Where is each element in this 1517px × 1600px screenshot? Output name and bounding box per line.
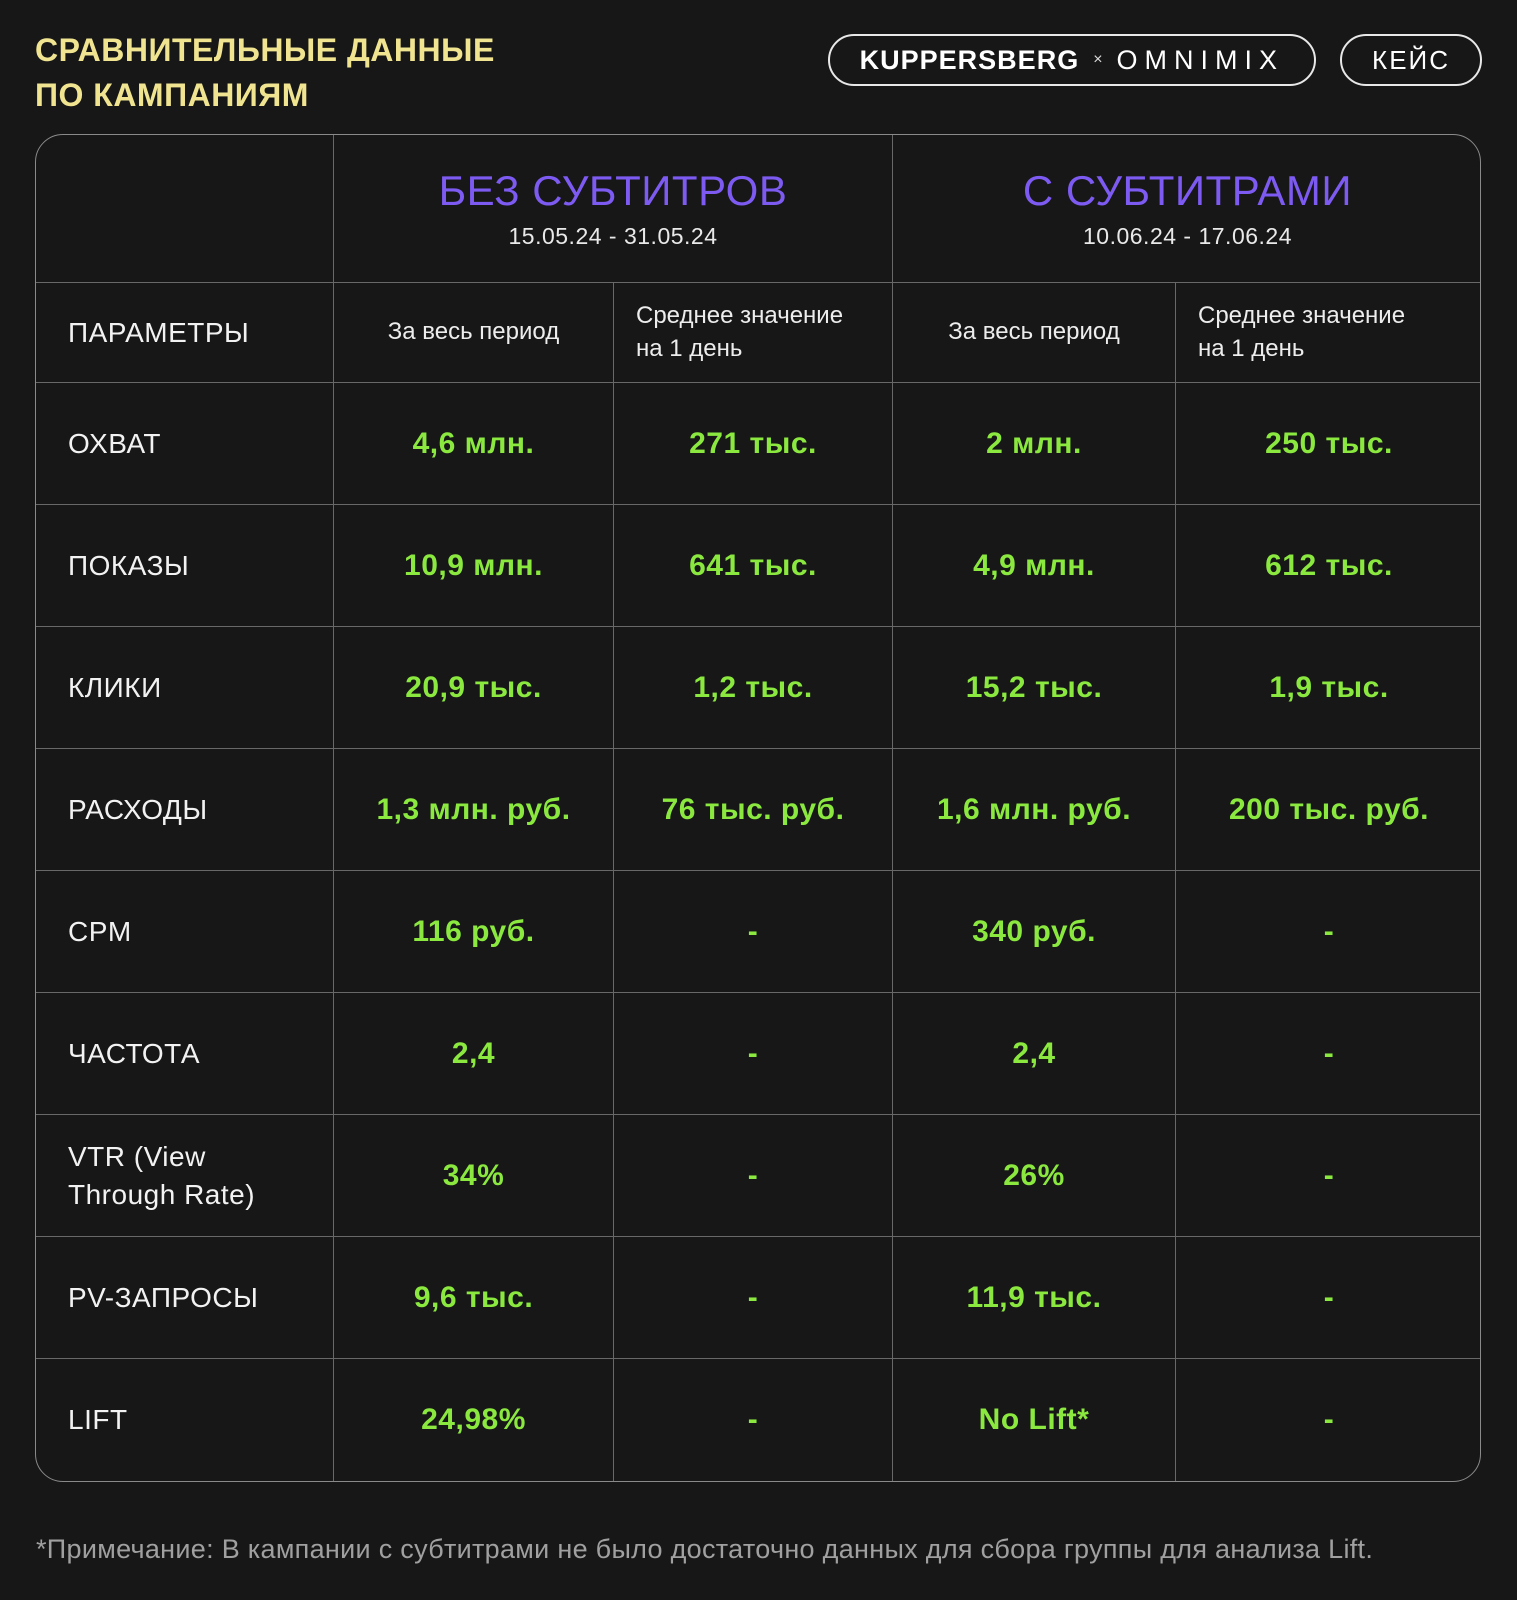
param-label: КЛИКИ [68,671,162,703]
param-label-cell [36,1359,334,1481]
value-cell: - [1176,1115,1481,1237]
group-dates: 15.05.24 - 31.05.24 [508,223,718,249]
subcolumn-header-label: За весь период [948,318,1120,346]
value-cell: 2,4 [334,993,614,1115]
param-label-cell [36,627,334,749]
value-cell: - [614,1115,893,1237]
param-label-cell [36,505,334,627]
case-badge-label: КЕЙС [1372,44,1450,75]
value-cell: 1,3 млн. руб. [334,749,614,871]
subcolumn-header-label: Среднее значение на 1 день [1198,302,1406,362]
corner-cell [36,135,334,283]
param-label: ОХВАТ [68,427,162,459]
value-cell: - [1176,993,1481,1115]
param-label-cell [36,1115,334,1237]
param-label: ЧАСТОТА [68,1037,200,1069]
page-title-line1: СРАВНИТЕЛЬНЫЕ ДАННЫЕ [35,32,495,68]
case-badge [1340,34,1482,86]
param-label: ПОКАЗЫ [68,549,190,581]
param-label: PV-ЗАПРОСЫ [68,1281,259,1313]
param-label-cell [36,383,334,505]
param-label: РАСХОДЫ [68,793,208,825]
group-label: БЕЗ СУБТИТРОВ [438,167,788,214]
value-cell: - [1176,1237,1481,1359]
group-dates: 10.06.24 - 17.06.24 [1083,223,1292,249]
param-label-cell [36,1237,334,1359]
value-cell: 2,4 [893,993,1176,1115]
param-label: CPM [68,915,132,947]
group-label: С СУБТИТРАМИ [1022,167,1353,214]
value-cell: 24,98% [334,1359,614,1481]
brand-kuppersberg-label: KUPPERSBERG [859,44,1080,75]
value-cell: 2 млн. [893,383,1176,505]
value-cell: 4,9 млн. [893,505,1176,627]
multiply-icon: × [1093,51,1103,68]
param-label-cell [36,749,334,871]
params-header: ПАРАМЕТРЫ [36,283,334,383]
value-cell: 1,9 тыс. [1176,627,1481,749]
value-cell: - [1176,871,1481,993]
value-cell: 11,9 тыс. [893,1237,1176,1359]
value-cell: - [614,871,893,993]
value-cell: 9,6 тыс. [334,1237,614,1359]
param-label: VTR (View Through Rate) [68,1140,256,1210]
value-cell: 76 тыс. руб. [614,749,893,871]
subcolumn-header [334,283,614,383]
value-cell: 4,6 млн. [334,383,614,505]
value-cell: 250 тыс. [1176,383,1481,505]
brand-omnimix-label: OMNIMIX [1116,44,1285,75]
page-title-line2: ПО КАМПАНИЯМ [35,77,309,113]
value-cell: No Lift* [893,1359,1176,1481]
value-cell: 26% [893,1115,1176,1237]
subcolumn-header-label: Среднее значение на 1 день [636,302,844,362]
value-cell: 1,6 млн. руб. [893,749,1176,871]
badges [828,34,1482,86]
value-cell: - [1323,1403,1335,1436]
param-label-cell [36,871,334,993]
value-cell: 1,2 тыс. [614,627,893,749]
column-group-with-subtitles [893,135,1481,283]
value-cell: - [614,993,893,1115]
value-cell: 271 тыс. [614,383,893,505]
value-cell: 116 руб. [334,871,614,993]
value-cell: 340 руб. [893,871,1176,993]
subcolumn-header-label: За весь период [387,318,560,346]
header [35,28,1482,118]
page-title [35,28,495,118]
value-cell: - [614,1237,893,1359]
value-cell: 641 тыс. [614,505,893,627]
footnote: *Примечание: В кампании с субтитрами не было достаточно данных для сбора группы для анализа Lift. [36,1534,1374,1564]
comparison-table [35,134,1481,1482]
subcolumn-header [893,283,1176,383]
value-cell: 20,9 тыс. [334,627,614,749]
param-label: LIFT [68,1404,128,1436]
value-cell: - [614,1359,893,1481]
value-cell: 612 тыс. [1176,505,1481,627]
value-cell: 34% [334,1115,614,1237]
value-cell: 10,9 млн. [334,505,614,627]
subcolumn-header [1176,283,1481,383]
value-cell: 200 тыс. руб. [1176,749,1481,871]
value-cell: 15,2 тыс. [893,627,1176,749]
brand-badge [828,34,1316,86]
column-group-no-subtitles [334,135,893,283]
subcolumn-header [614,283,893,383]
param-label-cell [36,993,334,1115]
